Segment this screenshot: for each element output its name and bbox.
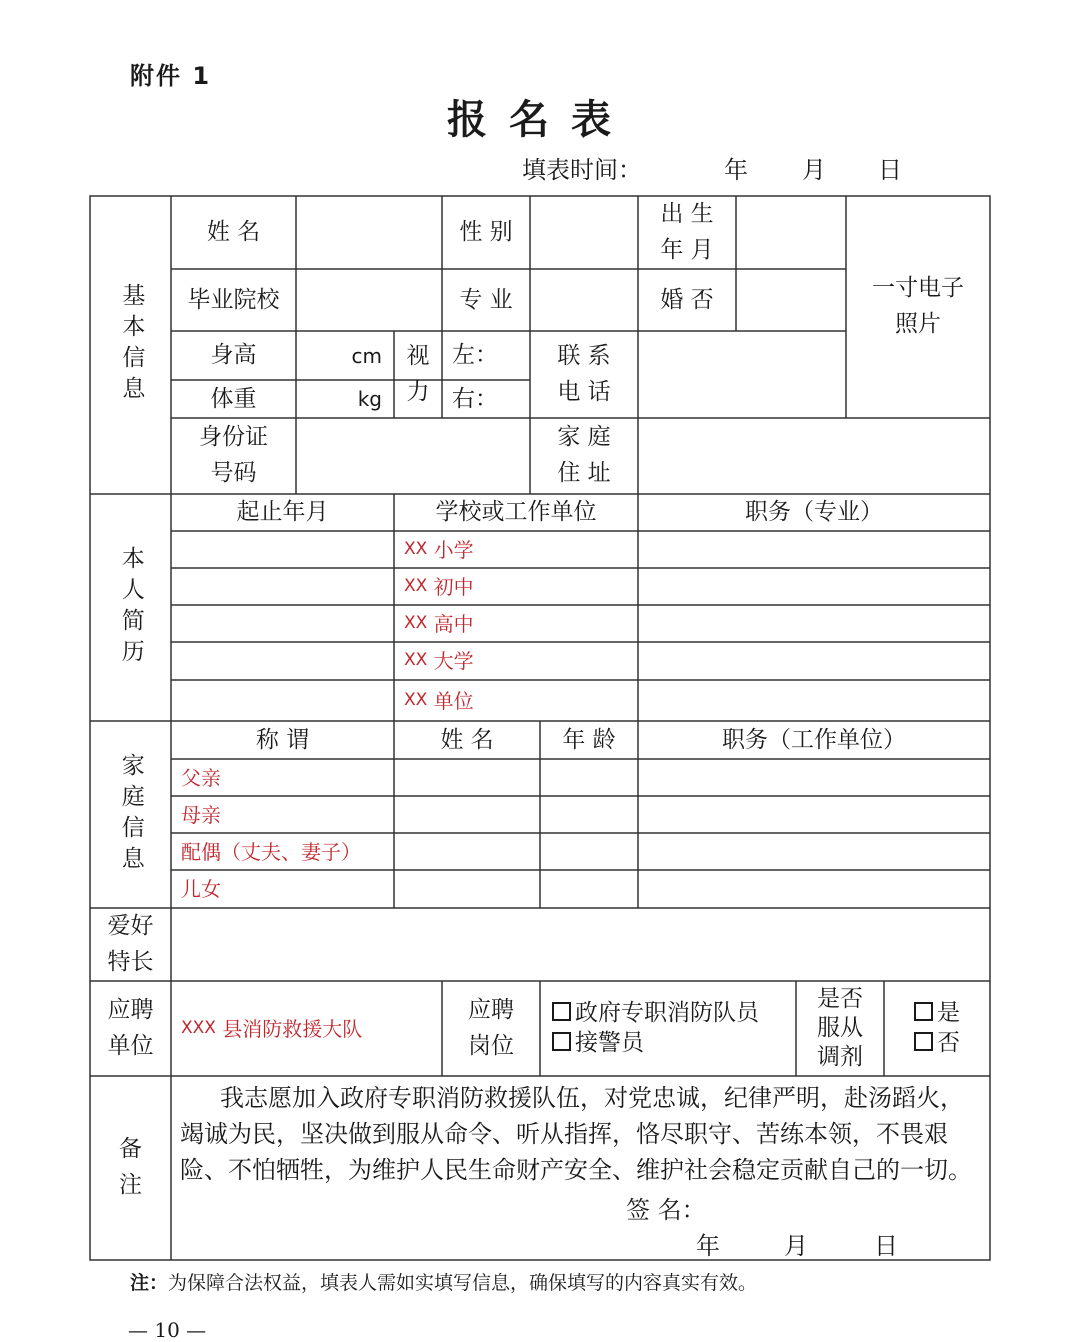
- height-field[interactable]: cm: [351, 343, 382, 368]
- address-field[interactable]: [638, 418, 990, 494]
- family-col-age: 年 龄: [562, 726, 616, 753]
- remark-label: 备 注: [119, 1136, 142, 1198]
- marital-field[interactable]: [736, 269, 846, 331]
- hobby-label: 爱好 特长: [107, 912, 154, 975]
- id-label: 身份证 号码: [199, 424, 268, 486]
- remark-text: 我志愿加入政府专职消防救援队伍，对党忠诚，纪律严明，赴汤蹈火，竭诚为民，坚决做到服从命令、听从指挥，恪尽职守、苦练本领，不畏艰险、不怕牺牲，为维护人民生命财产安全、维护社会稳定贡献自己的一切。: [180, 1084, 972, 1184]
- weight-label: 体重: [210, 385, 257, 412]
- vision-left-field[interactable]: 左：: [452, 342, 498, 369]
- school-label: 毕业院校: [187, 286, 280, 313]
- apply-unit-field[interactable]: XXX 县消防救援大队: [181, 1016, 363, 1041]
- gender-label: 性 别: [459, 219, 513, 246]
- photo-box[interactable]: 一寸电子 照片: [872, 275, 964, 337]
- checkbox-icon[interactable]: [552, 1032, 571, 1051]
- birth-label: 出 生 年 月: [660, 200, 714, 263]
- post-option-dispatcher[interactable]: 接警员: [552, 1029, 644, 1059]
- marital-label: 婚 否: [660, 286, 714, 313]
- family-row-relation[interactable]: 父亲: [181, 765, 221, 790]
- apply-post-label: 应聘 岗位: [468, 996, 514, 1059]
- vision-label: 视 力: [406, 342, 430, 405]
- resume-col-period: 起止年月: [236, 499, 329, 526]
- adjust-options: [884, 981, 990, 1076]
- address-label: 家 庭 住 址: [557, 424, 611, 486]
- resume-row[interactable]: XX 高中: [404, 611, 474, 636]
- family-row-relation[interactable]: 配偶（丈夫、妻子）: [181, 839, 361, 864]
- resume-col-duty: 职务（专业）: [745, 499, 883, 526]
- gender-field[interactable]: [530, 196, 638, 269]
- vision-right-field[interactable]: 右：: [452, 385, 498, 412]
- resume-row[interactable]: XX 初中: [404, 574, 474, 599]
- resume-row[interactable]: XX 小学: [404, 537, 474, 562]
- post-option-firefighter[interactable]: 政府专职消防队员: [552, 999, 759, 1029]
- fill-month: 月: [802, 156, 826, 184]
- sign-year: 年: [696, 1232, 720, 1260]
- resume-row[interactable]: XX 大学: [404, 649, 474, 673]
- section-family: 家庭信息: [117, 752, 144, 877]
- sign-label: 签 名：: [626, 1196, 706, 1224]
- major-label: 专 业: [459, 286, 513, 313]
- section-basic-info: 基本信息: [118, 283, 145, 407]
- hobby-field[interactable]: [171, 908, 990, 981]
- section-resume: 本人简历: [117, 545, 144, 670]
- fill-day: 日: [878, 156, 902, 184]
- family-row-relation[interactable]: 母亲: [181, 802, 221, 827]
- checkbox-icon[interactable]: [552, 1002, 571, 1021]
- checkbox-icon[interactable]: [914, 1032, 933, 1051]
- apply-unit-label: 应聘 单位: [107, 996, 154, 1059]
- birth-field[interactable]: [736, 196, 846, 269]
- weight-field[interactable]: kg: [357, 387, 382, 411]
- id-field[interactable]: [296, 418, 530, 494]
- family-col-duty: 职务（工作单位）: [722, 726, 906, 753]
- name-label: 姓 名: [206, 219, 261, 246]
- checkbox-icon[interactable]: [914, 1002, 933, 1021]
- page-number: — 10 —: [128, 1318, 207, 1342]
- resume-col-unit: 学校或工作单位: [435, 499, 597, 526]
- phone-label: 联 系 电 话: [557, 342, 611, 405]
- family-col-name: 姓 名: [440, 726, 494, 753]
- sign-day: 日: [874, 1232, 898, 1260]
- resume-row[interactable]: XX 单位: [404, 688, 474, 713]
- family-row-relation[interactable]: 儿女: [181, 877, 221, 901]
- fill-year: 年: [724, 156, 748, 184]
- height-label: 身高: [210, 342, 257, 369]
- attachment-label: 附件 1: [130, 62, 212, 90]
- school-field[interactable]: [296, 269, 442, 331]
- phone-field[interactable]: [638, 331, 846, 418]
- fill-time-label: 填表时间：: [522, 156, 642, 184]
- adjust-option-yes[interactable]: 是: [914, 999, 960, 1029]
- sign-month: 月: [784, 1232, 808, 1260]
- name-field[interactable]: [296, 196, 442, 269]
- major-field[interactable]: [530, 269, 638, 331]
- footer-note: 注：为保障合法权益，填表人需如实填写信息，确保填写的内容真实有效。: [130, 1272, 758, 1294]
- adjust-option-no[interactable]: 否: [914, 1029, 960, 1059]
- family-col-relation: 称 谓: [255, 726, 310, 753]
- apply-post-options: [540, 981, 796, 1076]
- form-title: 报名表: [447, 96, 633, 143]
- adjust-label: 是否 服从 调剂: [817, 986, 863, 1070]
